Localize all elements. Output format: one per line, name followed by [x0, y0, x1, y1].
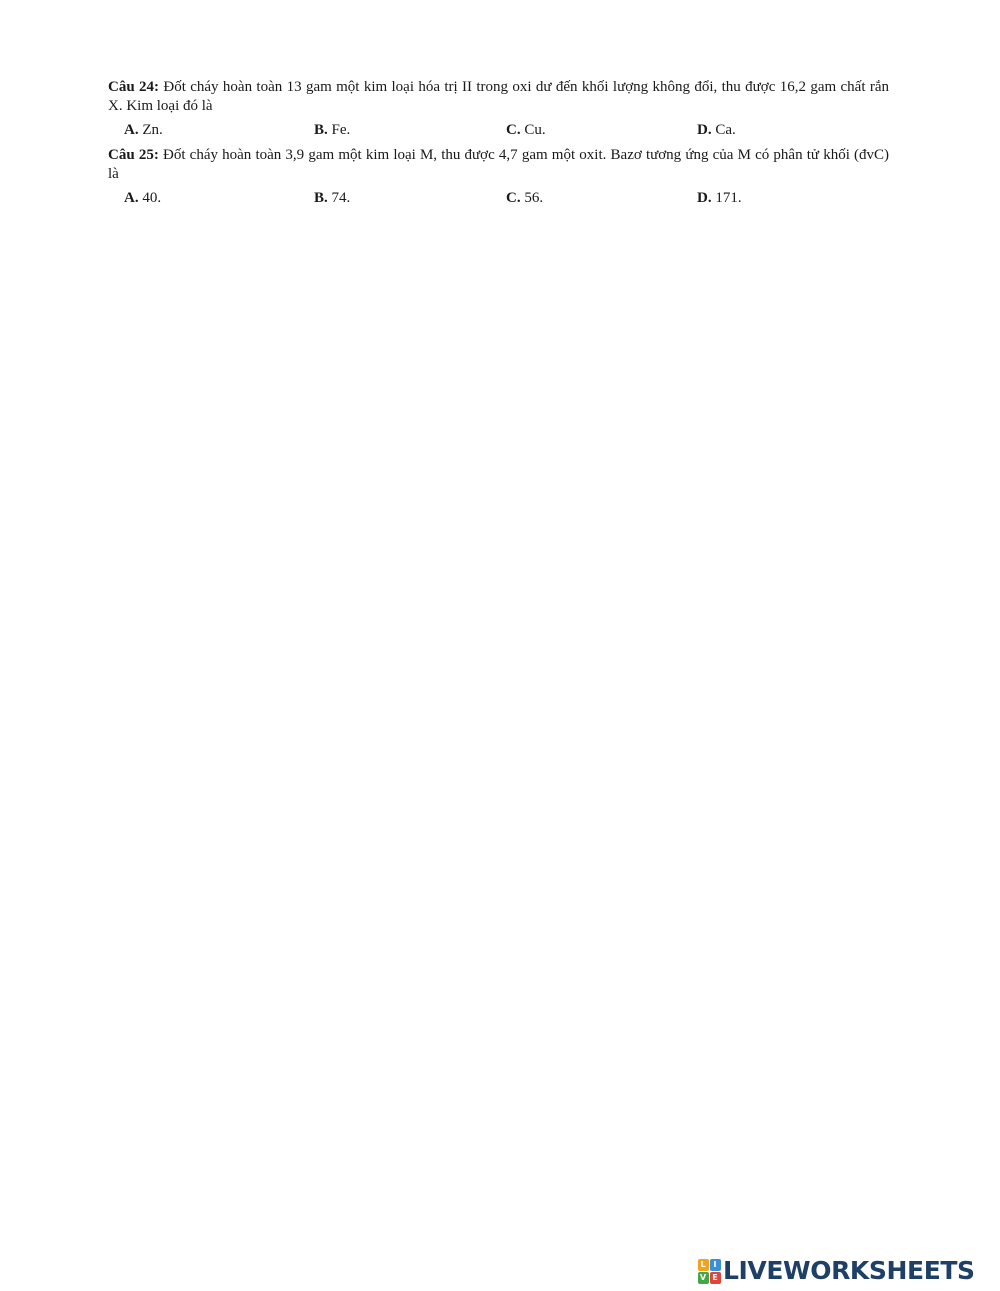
option-a[interactable] — [124, 188, 161, 208]
question-24 — [108, 78, 889, 116]
option-b[interactable] — [314, 120, 350, 140]
option-a[interactable] — [124, 120, 163, 140]
option-letter: A. — [124, 190, 139, 206]
question-label: Câu 25: — [108, 147, 159, 163]
option-text: 171. — [711, 190, 742, 206]
option-letter: B. — [314, 122, 328, 138]
answer-options-25 — [124, 188, 904, 208]
option-text: Zn. — [138, 122, 163, 138]
question-25 — [108, 146, 889, 184]
option-d[interactable] — [697, 120, 736, 140]
option-text: 40. — [138, 190, 162, 206]
option-text: Fe. — [327, 122, 351, 138]
brand-wordmark: LIVEWORKSHEETS — [723, 1256, 975, 1285]
answer-options-24 — [124, 120, 904, 140]
option-d[interactable] — [697, 188, 742, 208]
option-c[interactable] — [506, 188, 543, 208]
option-text: Ca. — [711, 122, 736, 138]
option-letter: A. — [124, 122, 139, 138]
question-text: Đốt cháy hoàn toàn 13 gam một kim loại hóa trị II trong oxi dư đến khối lượng không đổi, thu được 16,2 gam chất rắn X. Kim loại đó là — [108, 79, 890, 114]
option-text: 56. — [520, 190, 544, 206]
live-blocks-icon — [697, 1258, 721, 1284]
option-letter: D. — [697, 190, 712, 206]
logo-block-l: L — [698, 1259, 709, 1271]
option-letter: B. — [314, 190, 328, 206]
logo-block-v: V — [698, 1272, 709, 1284]
question-label: Câu 24: — [108, 79, 160, 95]
option-letter: D. — [697, 122, 712, 138]
logo-block-e: E — [710, 1272, 721, 1284]
question-text: Đốt cháy hoàn toàn 3,9 gam một kim loại M, thu được 4,7 gam một oxit. Bazơ tương ứng của M có phân tử khối (đvC) là — [108, 147, 890, 182]
option-text: Cu. — [520, 122, 546, 138]
option-letter: C. — [506, 122, 521, 138]
logo-block-i: I — [710, 1259, 721, 1271]
option-letter: C. — [506, 190, 521, 206]
option-b[interactable] — [314, 188, 350, 208]
liveworksheets-logo — [697, 1256, 975, 1286]
option-c[interactable] — [506, 120, 546, 140]
option-text: 74. — [327, 190, 351, 206]
